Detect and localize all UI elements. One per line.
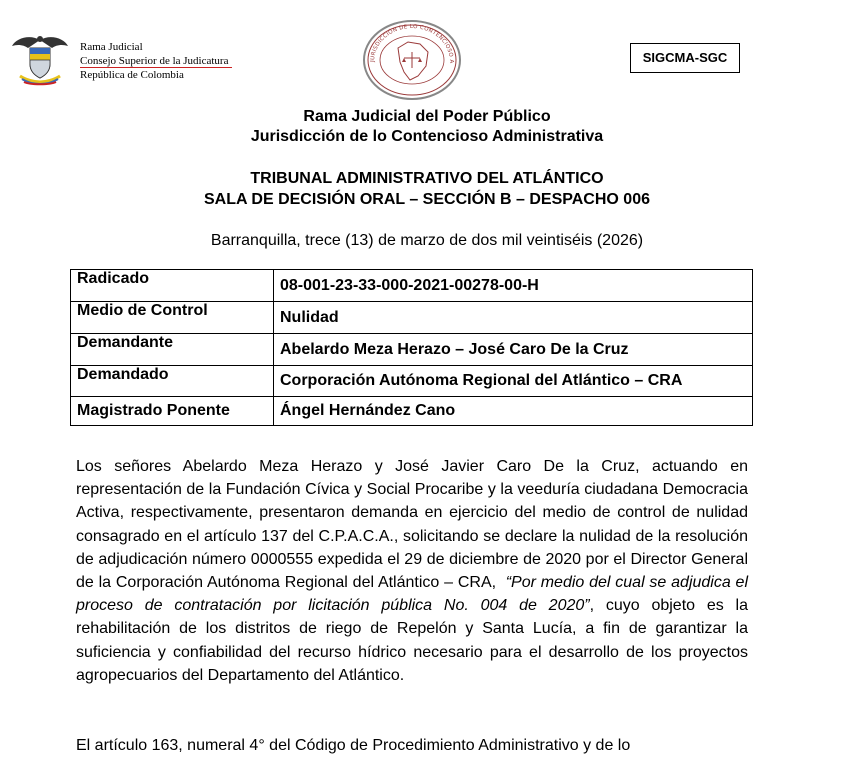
rama-judicial-logo	[8, 32, 72, 91]
date-line: Barranquilla, trece (13) de marzo de dos mil veintiséis (2026)	[210, 232, 644, 249]
table-row	[71, 366, 753, 397]
row-label: Radicado	[71, 270, 274, 302]
tribunal-seal	[360, 18, 464, 107]
org-line-1: Rama Judicial	[80, 41, 143, 53]
heading-line-1: Rama Judicial del Poder Público	[303, 108, 551, 125]
paragraph-1-text: Los señores Abelardo Meza Herazo y José Javier Caro De la Cruz, actuando en representación de la Fundación Cívica y Social Procaribe y la veeduría ciudadana Democracia Activa, respectivamente, presentaron demanda en ejercicio del medio de control de nulidad consagrado en el artículo 137 del C.P.A.C.A., solicitando se declare la nulidad de la resolución de adjudicación número 0000555 expedida el 29 de diciembre de 2020 por el Director General de la Corporación Autónoma Regional del Atlántico – CRA,	[76, 458, 748, 592]
seal-text: JURISDICCIÓN DE LO CONTENCIOSO A	[369, 23, 455, 64]
paragraph-1	[76, 455, 748, 687]
case-info-table	[70, 269, 753, 426]
document-code-box: SIGCMA-SGC	[630, 43, 740, 73]
resolution-quote: “Por medio del cual se adjudica el proceso de contratación por licitación pública No. 004 de 2020”	[76, 574, 749, 615]
row-value: Corporación Autónoma Regional del Atlántico – CRA	[274, 366, 753, 397]
row-value: Nulidad	[274, 302, 753, 334]
row-value: 08-001-23-33-000-2021-00278-00-H	[274, 270, 753, 302]
org-name-block	[80, 40, 228, 82]
heading-line-2: Jurisdicción de lo Contencioso Administrativa	[250, 128, 604, 145]
org-line-3: República de Colombia	[80, 69, 184, 81]
row-value: Abelardo Meza Herazo – José Caro De la Cruz	[274, 334, 753, 366]
svg-text:JURISDICCIÓN DE LO CONTENCIOSO	[360, 18, 454, 64]
row-value: Ángel Hernández Cano	[274, 397, 753, 426]
table-row	[71, 302, 753, 334]
tribunal-title: TRIBUNAL ADMINISTRATIVO DEL ATLÁNTICO	[250, 170, 604, 187]
row-label: Medio de Control	[71, 302, 274, 334]
section-title: SALA DE DECISIÓN ORAL – SECCIÓN B – DESPACHO 006	[203, 191, 650, 208]
table-row	[71, 397, 753, 426]
table-row	[71, 334, 753, 366]
table-row	[71, 270, 753, 302]
paragraph-2: El artículo 163, numeral 4° del Código de Procedimiento Administrativo y de lo	[76, 737, 631, 754]
org-divider	[80, 67, 232, 68]
row-label: Magistrado Ponente	[71, 397, 274, 426]
row-label: Demandado	[71, 366, 274, 397]
org-line-2: Consejo Superior de la Judicatura	[80, 55, 229, 67]
row-label: Demandante	[71, 334, 274, 366]
paragraph-1-text-end: , cuyo objeto es la rehabilitación de los distritos de riego de Repelón y Santa Lucía, a fin de garantizar la suficiencia y confiabilidad del recurso hídrico necesario para el desarrollo de los proyectos agropecuarios del Departamento del Atlántico.	[76, 597, 749, 684]
